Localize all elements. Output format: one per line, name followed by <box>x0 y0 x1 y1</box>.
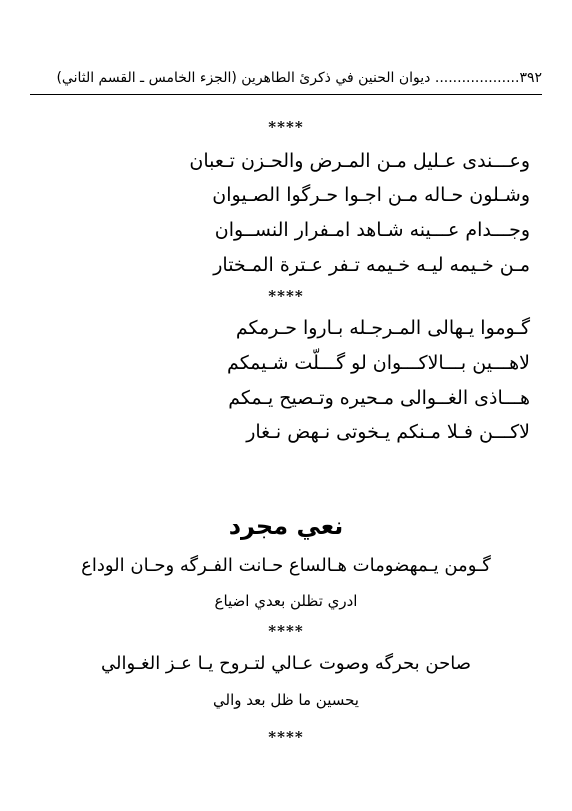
separator-stars: **** <box>268 118 304 136</box>
verse-line: وجـــدام عـــينه شـاهد امـفرار النســوان <box>214 219 530 241</box>
running-header <box>30 70 542 86</box>
lament-line: صاحن بحرگه وصوت عـالي لتـروح يـا عـز الغـوالي <box>100 653 471 674</box>
verse-line: مـن خـيمه ليـه خـيمه تـفر عـترة المـختار <box>213 254 530 276</box>
verse-line: وعـــندى عـليل مـن المـرض والحـزن تـعبان <box>189 150 530 172</box>
separator-stars: **** <box>268 622 304 640</box>
header-dots: ................... <box>434 70 520 86</box>
header-rule <box>30 94 542 95</box>
verse-line: لاهـــين بـــالاكـــوان لو گـــلّت شـيمكم <box>227 352 530 374</box>
verse-line: لاكـــن فـلا مـنكم يـخوتى نـهض نـغار <box>246 421 530 443</box>
lament-line: ادري تظلن بعدي اضياع <box>214 592 358 610</box>
book-title: ديوان الحنين في ذكرئ الطاهرين (الجزء الخامس ـ القسم الثاني) <box>56 70 431 86</box>
verse-line: گـوموا يـهالى المـرجـله بـاروا حـرمكم <box>235 317 530 339</box>
separator-stars: **** <box>268 728 304 746</box>
verse-line: وشـلون حـاله مـن اجـوا حـرگوا الصـيوان <box>212 184 530 206</box>
lament-line: گـومن يـمهضومات هـالساع حـانت الفـرگه وحـان الوداع <box>81 555 491 576</box>
separator-stars: **** <box>268 287 304 305</box>
page-number: ٣٩٢ <box>519 70 542 86</box>
lament-line: يحسين ما ظل بعد والي <box>213 691 359 709</box>
section-title: نعي مجرد <box>228 512 344 540</box>
verse-line: هـــاذى الغــوالى مـحيره وتـصيح يـمكم <box>228 387 530 409</box>
